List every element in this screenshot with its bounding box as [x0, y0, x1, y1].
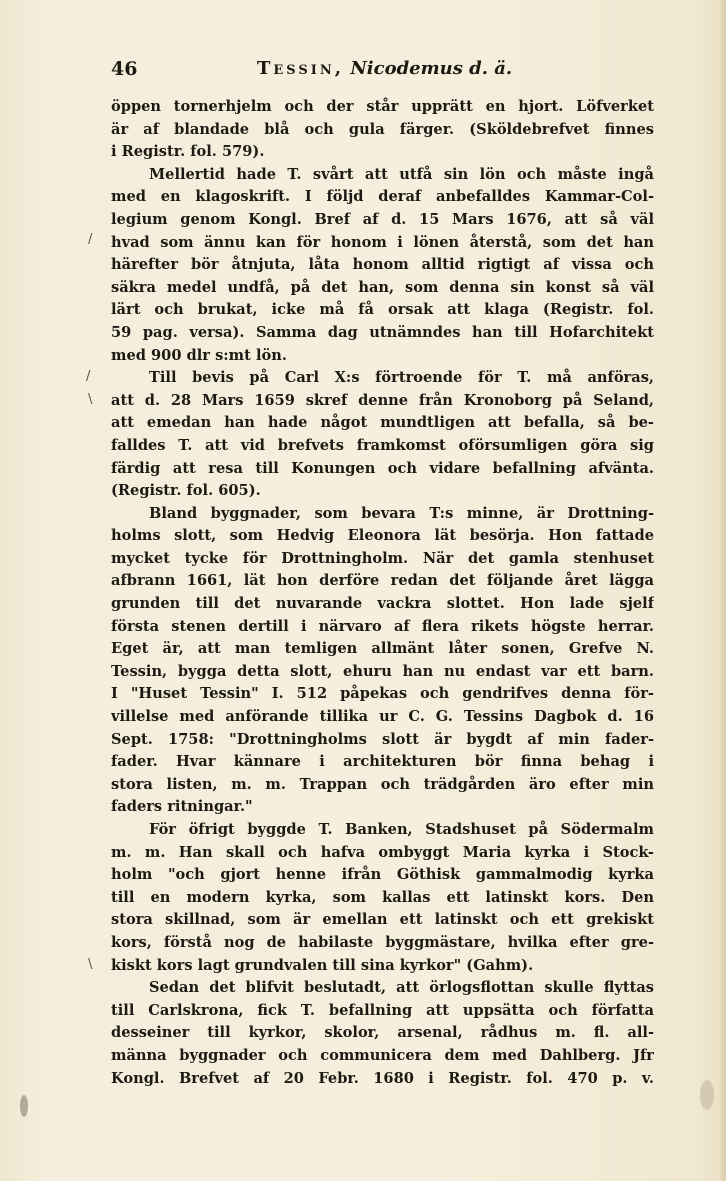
text-line: kors, förstå nog de habilaste byggmästare, hvilka efter gre-	[111, 933, 654, 951]
text-line: att emedan han hade något mundtligen att befalla, så be-	[111, 414, 654, 432]
margin-pencil-mark: /	[88, 232, 93, 247]
body-text	[111, 96, 654, 1090]
page-stain	[700, 1080, 714, 1110]
page-stain	[20, 1095, 28, 1117]
text-line: är af blandade blå och gula färger. (Sköldebrefvet finnes	[111, 120, 654, 138]
text-line: holms slott, som Hedvig Eleonora lät besörja. Hon fattade	[111, 527, 654, 545]
text-line: kiskt kors lagt grundvalen till sina kyrkor" (Gahm).	[111, 956, 534, 974]
text-line: villelse med anförande tillika ur C. G. Tessins Dagbok d. 16	[111, 708, 654, 726]
author-surname: Tessin,	[257, 58, 345, 79]
author-name: Nicodemus d. ä.	[350, 58, 513, 79]
text-line: i Registr. fol. 579).	[111, 143, 265, 161]
text-line: afbrann 1661, lät hon derföre redan det följande året lägga	[111, 572, 654, 590]
text-line: (Registr. fol. 605).	[111, 482, 261, 500]
text-line: med en klagoskrift. I följd deraf anbefalldes Kammar-Col-	[111, 188, 654, 206]
page-edge	[720, 0, 726, 1181]
text-line: Tessin, bygga detta slott, ehuru han nu endast var ett barn.	[111, 662, 654, 680]
text-line: hvad som ännu kan för honom i lönen återstå, som det han	[111, 233, 654, 251]
text-line: Till bevis på Carl X:s förtroende för T. må anföras,	[149, 369, 654, 387]
text-line: Kongl. Brefvet af 20 Febr. 1680 i Registr. fol. 470 p. v.	[111, 1069, 654, 1087]
text-line: första stenen dertill i närvaro af flera rikets högste herrar.	[111, 617, 654, 635]
text-line: holm "och gjort henne ifrån Göthisk gammalmodig kyrka	[111, 866, 654, 884]
text-line: fader. Hvar kännare i architekturen bör finna behag i	[111, 753, 654, 771]
running-header	[111, 58, 654, 86]
text-line: falldes T. att vid brefvets framkomst oförsumligen göra sig	[111, 436, 654, 454]
margin-pencil-mark: /	[86, 369, 91, 384]
text-line: Sept. 1758: "Drottningholms slott är bygdt af min fader-	[111, 730, 654, 748]
text-line: färdig att resa till Konungen och vidare befallning afvänta.	[111, 459, 654, 477]
text-line: till en modern kyrka, som kallas ett latinskt kors. Den	[111, 888, 654, 906]
text-line: För öfrigt byggde T. Banken, Stadshuset på Södermalm	[149, 821, 654, 838]
page-number: 46	[111, 58, 138, 80]
text-line: männa byggnader och communicera dem med Dahlberg. Jfr	[111, 1046, 654, 1064]
margin-pencil-mark: \	[88, 392, 93, 407]
text-line: öppen tornerhjelm och der står upprätt en hjort. Löfverket	[111, 98, 654, 115]
text-line: desseiner till kyrkor, skolor, arsenal, rådhus m. fl. all-	[111, 1024, 654, 1042]
text-line: Sedan det blifvit beslutadt, att örlogsflottan skulle flyttas	[149, 979, 654, 997]
text-line: faders ritningar."	[111, 798, 253, 816]
text-line: säkra medel undfå, på det han, som denna sin konst så väl	[111, 278, 654, 296]
text-line: I "Huset Tessin" I. 512 påpekas och gendrifves denna för-	[111, 685, 654, 703]
text-line: med 900 dlr s:mt lön.	[111, 346, 287, 364]
text-line: Bland byggnader, som bevara T:s minne, är Drottning-	[149, 504, 654, 522]
text-line: att d. 28 Mars 1659 skref denne från Kronoborg på Seland,	[111, 391, 654, 409]
text-line: grunden till det nuvarande vackra slottet. Hon lade sjelf	[111, 595, 654, 613]
text-line: legium genom Kongl. Bref af d. 15 Mars 1676, att så väl	[111, 210, 654, 228]
text-line: Mellertid hade T. svårt att utfå sin lön och måste ingå	[149, 165, 654, 183]
text-line: mycket tycke för Drottningholm. När det gamla stenhuset	[111, 549, 654, 567]
text-line: stora listen, m. m. Trappan och trädgården äro efter min	[111, 775, 654, 793]
text-line: härefter bör åtnjuta, låta honom alltid rigtigt af vissa och	[111, 256, 654, 274]
running-title	[257, 58, 512, 79]
text-line: stora skillnad, som är emellan ett latinskt och ett grekiskt	[111, 911, 654, 929]
text-line: 59 pag. versa). Samma dag utnämndes han till Hofarchitekt	[111, 323, 654, 341]
text-line: m. m. Han skall och hafva ombyggt Maria kyrka i Stock-	[111, 843, 654, 861]
text-line: Eget är, att man temligen allmänt låter sonen, Grefve N.	[111, 640, 654, 658]
margin-pencil-mark: \	[88, 957, 93, 972]
text-line: lärt och brukat, icke må få orsak att klaga (Registr. fol.	[111, 301, 654, 319]
text-line: till Carlskrona, fick T. befallning att uppsätta och författa	[111, 1001, 654, 1019]
